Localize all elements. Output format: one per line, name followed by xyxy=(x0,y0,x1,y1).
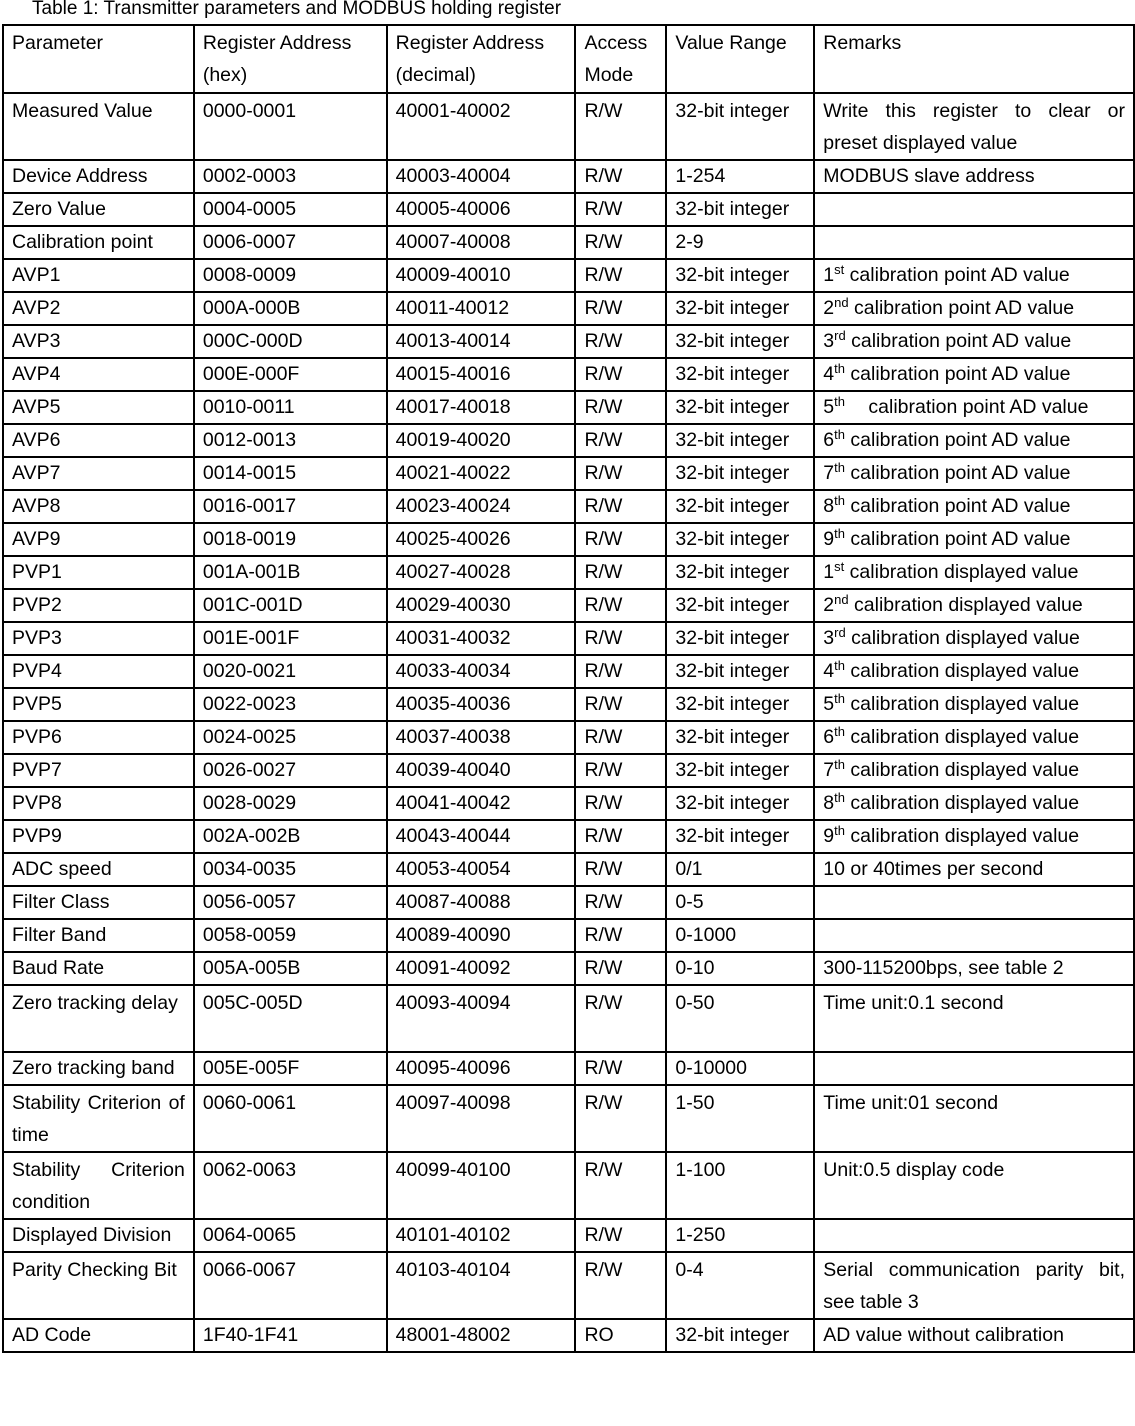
table-row xyxy=(3,787,1134,820)
cell-address-decimal: 40015-40016 xyxy=(387,358,576,391)
cell-remarks: 2nd calibration point AD value xyxy=(814,292,1134,325)
cell-access-mode: R/W xyxy=(575,1052,666,1085)
ordinal-suffix: th xyxy=(834,823,845,838)
table-row xyxy=(3,1219,1134,1252)
ordinal-suffix: th xyxy=(834,691,845,706)
cell-parameter: Measured Value xyxy=(3,93,194,160)
cell-value-range: 32-bit integer xyxy=(666,622,814,655)
cell-access-mode: R/W xyxy=(575,754,666,787)
cell-value-range: 0-1000 xyxy=(666,919,814,952)
table-row xyxy=(3,622,1134,655)
table-row xyxy=(3,589,1134,622)
cell-value-range: 32-bit integer xyxy=(666,523,814,556)
table-row xyxy=(3,820,1134,853)
table-row xyxy=(3,985,1134,1052)
cell-parameter: AVP7 xyxy=(3,457,194,490)
cell-address-hex: 0024-0025 xyxy=(194,721,387,754)
cell-address-decimal: 40091-40092 xyxy=(387,952,576,985)
cell-address-hex: 0056-0057 xyxy=(194,886,387,919)
cell-value-range: 32-bit integer xyxy=(666,820,814,853)
cell-address-decimal: 40037-40038 xyxy=(387,721,576,754)
cell-parameter: PVP1 xyxy=(3,556,194,589)
cell-address-hex: 0014-0015 xyxy=(194,457,387,490)
cell-value-range: 0-4 xyxy=(666,1252,814,1319)
cell-access-mode: R/W xyxy=(575,589,666,622)
cell-remarks: 8th calibration displayed value xyxy=(814,787,1134,820)
cell-remarks: 2nd calibration displayed value xyxy=(814,589,1134,622)
cell-remarks: 5th calibration displayed value xyxy=(814,688,1134,721)
cell-access-mode: R/W xyxy=(575,787,666,820)
cell-remarks: Time unit:0.1 second xyxy=(814,985,1134,1052)
cell-value-range: 0-10000 xyxy=(666,1052,814,1085)
cell-address-hex: 001E-001F xyxy=(194,622,387,655)
cell-remarks: 8th calibration point AD value xyxy=(814,490,1134,523)
cell-parameter: Parity Checking Bit xyxy=(3,1252,194,1319)
table-row xyxy=(3,556,1134,589)
ordinal-suffix: th xyxy=(834,394,845,409)
cell-address-hex: 0004-0005 xyxy=(194,193,387,226)
cell-access-mode: R/W xyxy=(575,919,666,952)
cell-parameter: Zero Value xyxy=(3,193,194,226)
table-row xyxy=(3,952,1134,985)
cell-access-mode: R/W xyxy=(575,985,666,1052)
cell-value-range: 32-bit integer xyxy=(666,556,814,589)
cell-parameter: ADC speed xyxy=(3,853,194,886)
cell-parameter: PVP2 xyxy=(3,589,194,622)
cell-address-hex: 002A-002B xyxy=(194,820,387,853)
cell-address-decimal: 40039-40040 xyxy=(387,754,576,787)
cell-value-range: 32-bit integer xyxy=(666,754,814,787)
cell-address-decimal: 40041-40042 xyxy=(387,787,576,820)
cell-address-decimal: 40001-40002 xyxy=(387,93,576,160)
cell-address-decimal: 40013-40014 xyxy=(387,325,576,358)
cell-address-hex: 0020-0021 xyxy=(194,655,387,688)
cell-address-hex: 000A-000B xyxy=(194,292,387,325)
cell-address-hex: 0028-0029 xyxy=(194,787,387,820)
cell-address-decimal: 40009-40010 xyxy=(387,259,576,292)
cell-parameter: Baud Rate xyxy=(3,952,194,985)
table-row xyxy=(3,292,1134,325)
cell-access-mode: R/W xyxy=(575,1219,666,1252)
header-parameter: Parameter xyxy=(3,25,194,93)
cell-value-range: 32-bit integer xyxy=(666,424,814,457)
cell-address-decimal: 40025-40026 xyxy=(387,523,576,556)
cell-address-decimal: 40101-40102 xyxy=(387,1219,576,1252)
table-row xyxy=(3,93,1134,160)
cell-value-range: 32-bit integer xyxy=(666,490,814,523)
cell-remarks: 9th calibration point AD value xyxy=(814,523,1134,556)
cell-access-mode: R/W xyxy=(575,1152,666,1219)
cell-access-mode: R/W xyxy=(575,325,666,358)
cell-parameter: PVP7 xyxy=(3,754,194,787)
cell-parameter: Filter Class xyxy=(3,886,194,919)
cell-access-mode: R/W xyxy=(575,93,666,160)
cell-remarks: 4th calibration displayed value xyxy=(814,655,1134,688)
cell-address-hex: 0062-0063 xyxy=(194,1152,387,1219)
header-address-decimal: Register Address (decimal) xyxy=(387,25,576,93)
cell-address-hex: 0012-0013 xyxy=(194,424,387,457)
cell-parameter: Stability Criterion condition xyxy=(3,1152,194,1219)
cell-remarks: 10 or 40times per second xyxy=(814,853,1134,886)
ordinal-suffix: th xyxy=(834,427,845,442)
register-table xyxy=(2,24,1135,1353)
cell-value-range: 2-9 xyxy=(666,226,814,259)
cell-value-range: 1-250 xyxy=(666,1219,814,1252)
cell-access-mode: R/W xyxy=(575,952,666,985)
table-row xyxy=(3,226,1134,259)
cell-address-hex: 005A-005B xyxy=(194,952,387,985)
cell-remarks: 1st calibration displayed value xyxy=(814,556,1134,589)
cell-parameter: Stability Criterion of time xyxy=(3,1085,194,1152)
cell-value-range: 32-bit integer xyxy=(666,688,814,721)
cell-address-hex: 0060-0061 xyxy=(194,1085,387,1152)
cell-address-hex: 0026-0027 xyxy=(194,754,387,787)
header-remarks: Remarks xyxy=(814,25,1134,93)
cell-value-range: 32-bit integer xyxy=(666,292,814,325)
table-row xyxy=(3,523,1134,556)
cell-access-mode: R/W xyxy=(575,226,666,259)
cell-address-hex: 0008-0009 xyxy=(194,259,387,292)
cell-parameter: Displayed Division xyxy=(3,1219,194,1252)
cell-remarks: Unit:0.5 display code xyxy=(814,1152,1134,1219)
cell-access-mode: R/W xyxy=(575,358,666,391)
cell-value-range: 32-bit integer xyxy=(666,787,814,820)
table-row xyxy=(3,391,1134,424)
cell-remarks xyxy=(814,193,1134,226)
cell-address-decimal: 40043-40044 xyxy=(387,820,576,853)
cell-parameter: AVP4 xyxy=(3,358,194,391)
ordinal-suffix: nd xyxy=(834,295,849,310)
cell-address-hex: 0058-0059 xyxy=(194,919,387,952)
cell-address-decimal: 48001-48002 xyxy=(387,1319,576,1352)
cell-address-hex: 005E-005F xyxy=(194,1052,387,1085)
cell-remarks: 6th calibration point AD value xyxy=(814,424,1134,457)
cell-value-range: 32-bit integer xyxy=(666,655,814,688)
cell-parameter: PVP6 xyxy=(3,721,194,754)
cell-address-hex: 0018-0019 xyxy=(194,523,387,556)
header-access-mode: Access Mode xyxy=(575,25,666,93)
cell-address-decimal: 40031-40032 xyxy=(387,622,576,655)
cell-address-hex: 0010-0011 xyxy=(194,391,387,424)
cell-address-hex: 0002-0003 xyxy=(194,160,387,193)
cell-parameter: PVP4 xyxy=(3,655,194,688)
cell-address-decimal: 40087-40088 xyxy=(387,886,576,919)
cell-access-mode: R/W xyxy=(575,457,666,490)
cell-access-mode: R/W xyxy=(575,391,666,424)
cell-parameter: AVP9 xyxy=(3,523,194,556)
cell-address-hex: 001A-001B xyxy=(194,556,387,589)
ordinal-suffix: rd xyxy=(834,328,846,343)
cell-remarks xyxy=(814,919,1134,952)
cell-address-hex: 0034-0035 xyxy=(194,853,387,886)
ordinal-suffix: th xyxy=(834,460,845,475)
cell-parameter: Zero tracking delay xyxy=(3,985,194,1052)
cell-address-decimal: 40097-40098 xyxy=(387,1085,576,1152)
ordinal-suffix: nd xyxy=(834,592,849,607)
cell-remarks xyxy=(814,226,1134,259)
table-row xyxy=(3,259,1134,292)
cell-access-mode: R/W xyxy=(575,193,666,226)
cell-access-mode: R/W xyxy=(575,886,666,919)
header-address-hex: Register Address (hex) xyxy=(194,25,387,93)
cell-value-range: 0/1 xyxy=(666,853,814,886)
cell-address-decimal: 40029-40030 xyxy=(387,589,576,622)
cell-parameter: AVP6 xyxy=(3,424,194,457)
cell-parameter: Calibration point xyxy=(3,226,194,259)
cell-address-hex: 001C-001D xyxy=(194,589,387,622)
cell-address-decimal: 40019-40020 xyxy=(387,424,576,457)
cell-value-range: 0-10 xyxy=(666,952,814,985)
cell-address-decimal: 40017-40018 xyxy=(387,391,576,424)
cell-address-decimal: 40093-40094 xyxy=(387,985,576,1052)
cell-address-decimal: 40035-40036 xyxy=(387,688,576,721)
table-row xyxy=(3,1052,1134,1085)
table-row xyxy=(3,1152,1134,1219)
cell-value-range: 32-bit integer xyxy=(666,358,814,391)
cell-access-mode: RO xyxy=(575,1319,666,1352)
cell-parameter: Filter Band xyxy=(3,919,194,952)
cell-parameter: AVP8 xyxy=(3,490,194,523)
cell-remarks xyxy=(814,1219,1134,1252)
cell-value-range: 0-5 xyxy=(666,886,814,919)
cell-parameter: Device Address xyxy=(3,160,194,193)
cell-address-hex: 0064-0065 xyxy=(194,1219,387,1252)
cell-address-decimal: 40021-40022 xyxy=(387,457,576,490)
ordinal-suffix: st xyxy=(834,262,845,277)
cell-access-mode: R/W xyxy=(575,820,666,853)
cell-remarks: AD value without calibration xyxy=(814,1319,1134,1352)
ordinal-suffix: th xyxy=(834,361,845,376)
cell-address-decimal: 40011-40012 xyxy=(387,292,576,325)
cell-remarks: 1st calibration point AD value xyxy=(814,259,1134,292)
cell-remarks: Time unit:01 second xyxy=(814,1085,1134,1152)
cell-remarks: 9th calibration displayed value xyxy=(814,820,1134,853)
table-row xyxy=(3,325,1134,358)
cell-access-mode: R/W xyxy=(575,721,666,754)
cell-address-decimal: 40027-40028 xyxy=(387,556,576,589)
cell-address-hex: 0000-0001 xyxy=(194,93,387,160)
cell-value-range: 32-bit integer xyxy=(666,325,814,358)
cell-access-mode: R/W xyxy=(575,853,666,886)
cell-address-decimal: 40089-40090 xyxy=(387,919,576,952)
cell-access-mode: R/W xyxy=(575,1085,666,1152)
cell-remarks: 300-115200bps, see table 2 xyxy=(814,952,1134,985)
cell-value-range: 32-bit integer xyxy=(666,391,814,424)
ordinal-suffix: th xyxy=(834,493,845,508)
ordinal-suffix: th xyxy=(834,658,845,673)
cell-remarks: 3rd calibration displayed value xyxy=(814,622,1134,655)
cell-access-mode: R/W xyxy=(575,655,666,688)
cell-parameter: PVP9 xyxy=(3,820,194,853)
cell-remarks: 7th calibration point AD value xyxy=(814,457,1134,490)
cell-address-hex: 005C-005D xyxy=(194,985,387,1052)
cell-parameter: AD Code xyxy=(3,1319,194,1352)
cell-parameter: AVP1 xyxy=(3,259,194,292)
cell-access-mode: R/W xyxy=(575,160,666,193)
cell-address-decimal: 40005-40006 xyxy=(387,193,576,226)
cell-access-mode: R/W xyxy=(575,688,666,721)
ordinal-suffix: th xyxy=(834,757,845,772)
cell-value-range: 32-bit integer xyxy=(666,193,814,226)
table-caption: Table 1: Transmitter parameters and MODBUS holding register xyxy=(32,0,562,19)
ordinal-suffix: th xyxy=(834,526,845,541)
cell-access-mode: R/W xyxy=(575,292,666,325)
cell-address-decimal: 40095-40096 xyxy=(387,1052,576,1085)
table-row xyxy=(3,424,1134,457)
cell-address-decimal: 40053-40054 xyxy=(387,853,576,886)
table-row xyxy=(3,1319,1134,1352)
cell-value-range: 32-bit integer xyxy=(666,93,814,160)
cell-parameter: Zero tracking band xyxy=(3,1052,194,1085)
cell-access-mode: R/W xyxy=(575,622,666,655)
cell-parameter: PVP3 xyxy=(3,622,194,655)
ordinal-suffix: th xyxy=(834,724,845,739)
cell-address-hex: 0066-0067 xyxy=(194,1252,387,1319)
cell-address-decimal: 40099-40100 xyxy=(387,1152,576,1219)
cell-value-range: 32-bit integer xyxy=(666,589,814,622)
cell-access-mode: R/W xyxy=(575,523,666,556)
cell-parameter: AVP5 xyxy=(3,391,194,424)
cell-access-mode: R/W xyxy=(575,259,666,292)
cell-remarks: 7th calibration displayed value xyxy=(814,754,1134,787)
cell-address-hex: 0022-0023 xyxy=(194,688,387,721)
table-row xyxy=(3,754,1134,787)
table-row xyxy=(3,1252,1134,1319)
table-row xyxy=(3,853,1134,886)
cell-address-hex: 000C-000D xyxy=(194,325,387,358)
cell-address-hex: 0006-0007 xyxy=(194,226,387,259)
cell-parameter: PVP5 xyxy=(3,688,194,721)
cell-remarks xyxy=(814,886,1134,919)
table-row xyxy=(3,721,1134,754)
header-value-range: Value Range xyxy=(666,25,814,93)
table-row xyxy=(3,655,1134,688)
cell-value-range: 1-50 xyxy=(666,1085,814,1152)
table-row xyxy=(3,886,1134,919)
table-row xyxy=(3,688,1134,721)
cell-value-range: 32-bit integer xyxy=(666,457,814,490)
cell-address-decimal: 40023-40024 xyxy=(387,490,576,523)
ordinal-suffix: rd xyxy=(834,625,846,640)
cell-address-decimal: 40007-40008 xyxy=(387,226,576,259)
table-row xyxy=(3,193,1134,226)
cell-parameter: AVP3 xyxy=(3,325,194,358)
cell-value-range: 1-100 xyxy=(666,1152,814,1219)
cell-remarks xyxy=(814,1052,1134,1085)
table-row xyxy=(3,490,1134,523)
cell-value-range: 32-bit integer xyxy=(666,259,814,292)
cell-value-range: 32-bit integer xyxy=(666,721,814,754)
table-row xyxy=(3,160,1134,193)
cell-address-decimal: 40003-40004 xyxy=(387,160,576,193)
cell-parameter: PVP8 xyxy=(3,787,194,820)
ordinal-suffix: st xyxy=(834,559,845,574)
cell-remarks: 5th calibration point AD value xyxy=(814,391,1134,424)
cell-remarks: Write this register to clear or preset displayed value xyxy=(814,93,1134,160)
cell-parameter: AVP2 xyxy=(3,292,194,325)
cell-address-decimal: 40033-40034 xyxy=(387,655,576,688)
cell-address-hex: 000E-000F xyxy=(194,358,387,391)
cell-address-hex: 0016-0017 xyxy=(194,490,387,523)
cell-access-mode: R/W xyxy=(575,556,666,589)
cell-value-range: 32-bit integer xyxy=(666,1319,814,1352)
cell-access-mode: R/W xyxy=(575,424,666,457)
cell-remarks: MODBUS slave address xyxy=(814,160,1134,193)
cell-access-mode: R/W xyxy=(575,490,666,523)
table-row xyxy=(3,919,1134,952)
cell-access-mode: R/W xyxy=(575,1252,666,1319)
cell-remarks: Serial communication parity bit, see table 3 xyxy=(814,1252,1134,1319)
cell-value-range: 1-254 xyxy=(666,160,814,193)
cell-remarks: 4th calibration point AD value xyxy=(814,358,1134,391)
cell-remarks: 6th calibration displayed value xyxy=(814,721,1134,754)
cell-address-decimal: 40103-40104 xyxy=(387,1252,576,1319)
table-row xyxy=(3,358,1134,391)
cell-remarks: 3rd calibration point AD value xyxy=(814,325,1134,358)
table-row xyxy=(3,1085,1134,1152)
header-row xyxy=(3,25,1134,93)
cell-value-range: 0-50 xyxy=(666,985,814,1052)
table-row xyxy=(3,457,1134,490)
ordinal-suffix: th xyxy=(834,790,845,805)
cell-address-hex: 1F40-1F41 xyxy=(194,1319,387,1352)
